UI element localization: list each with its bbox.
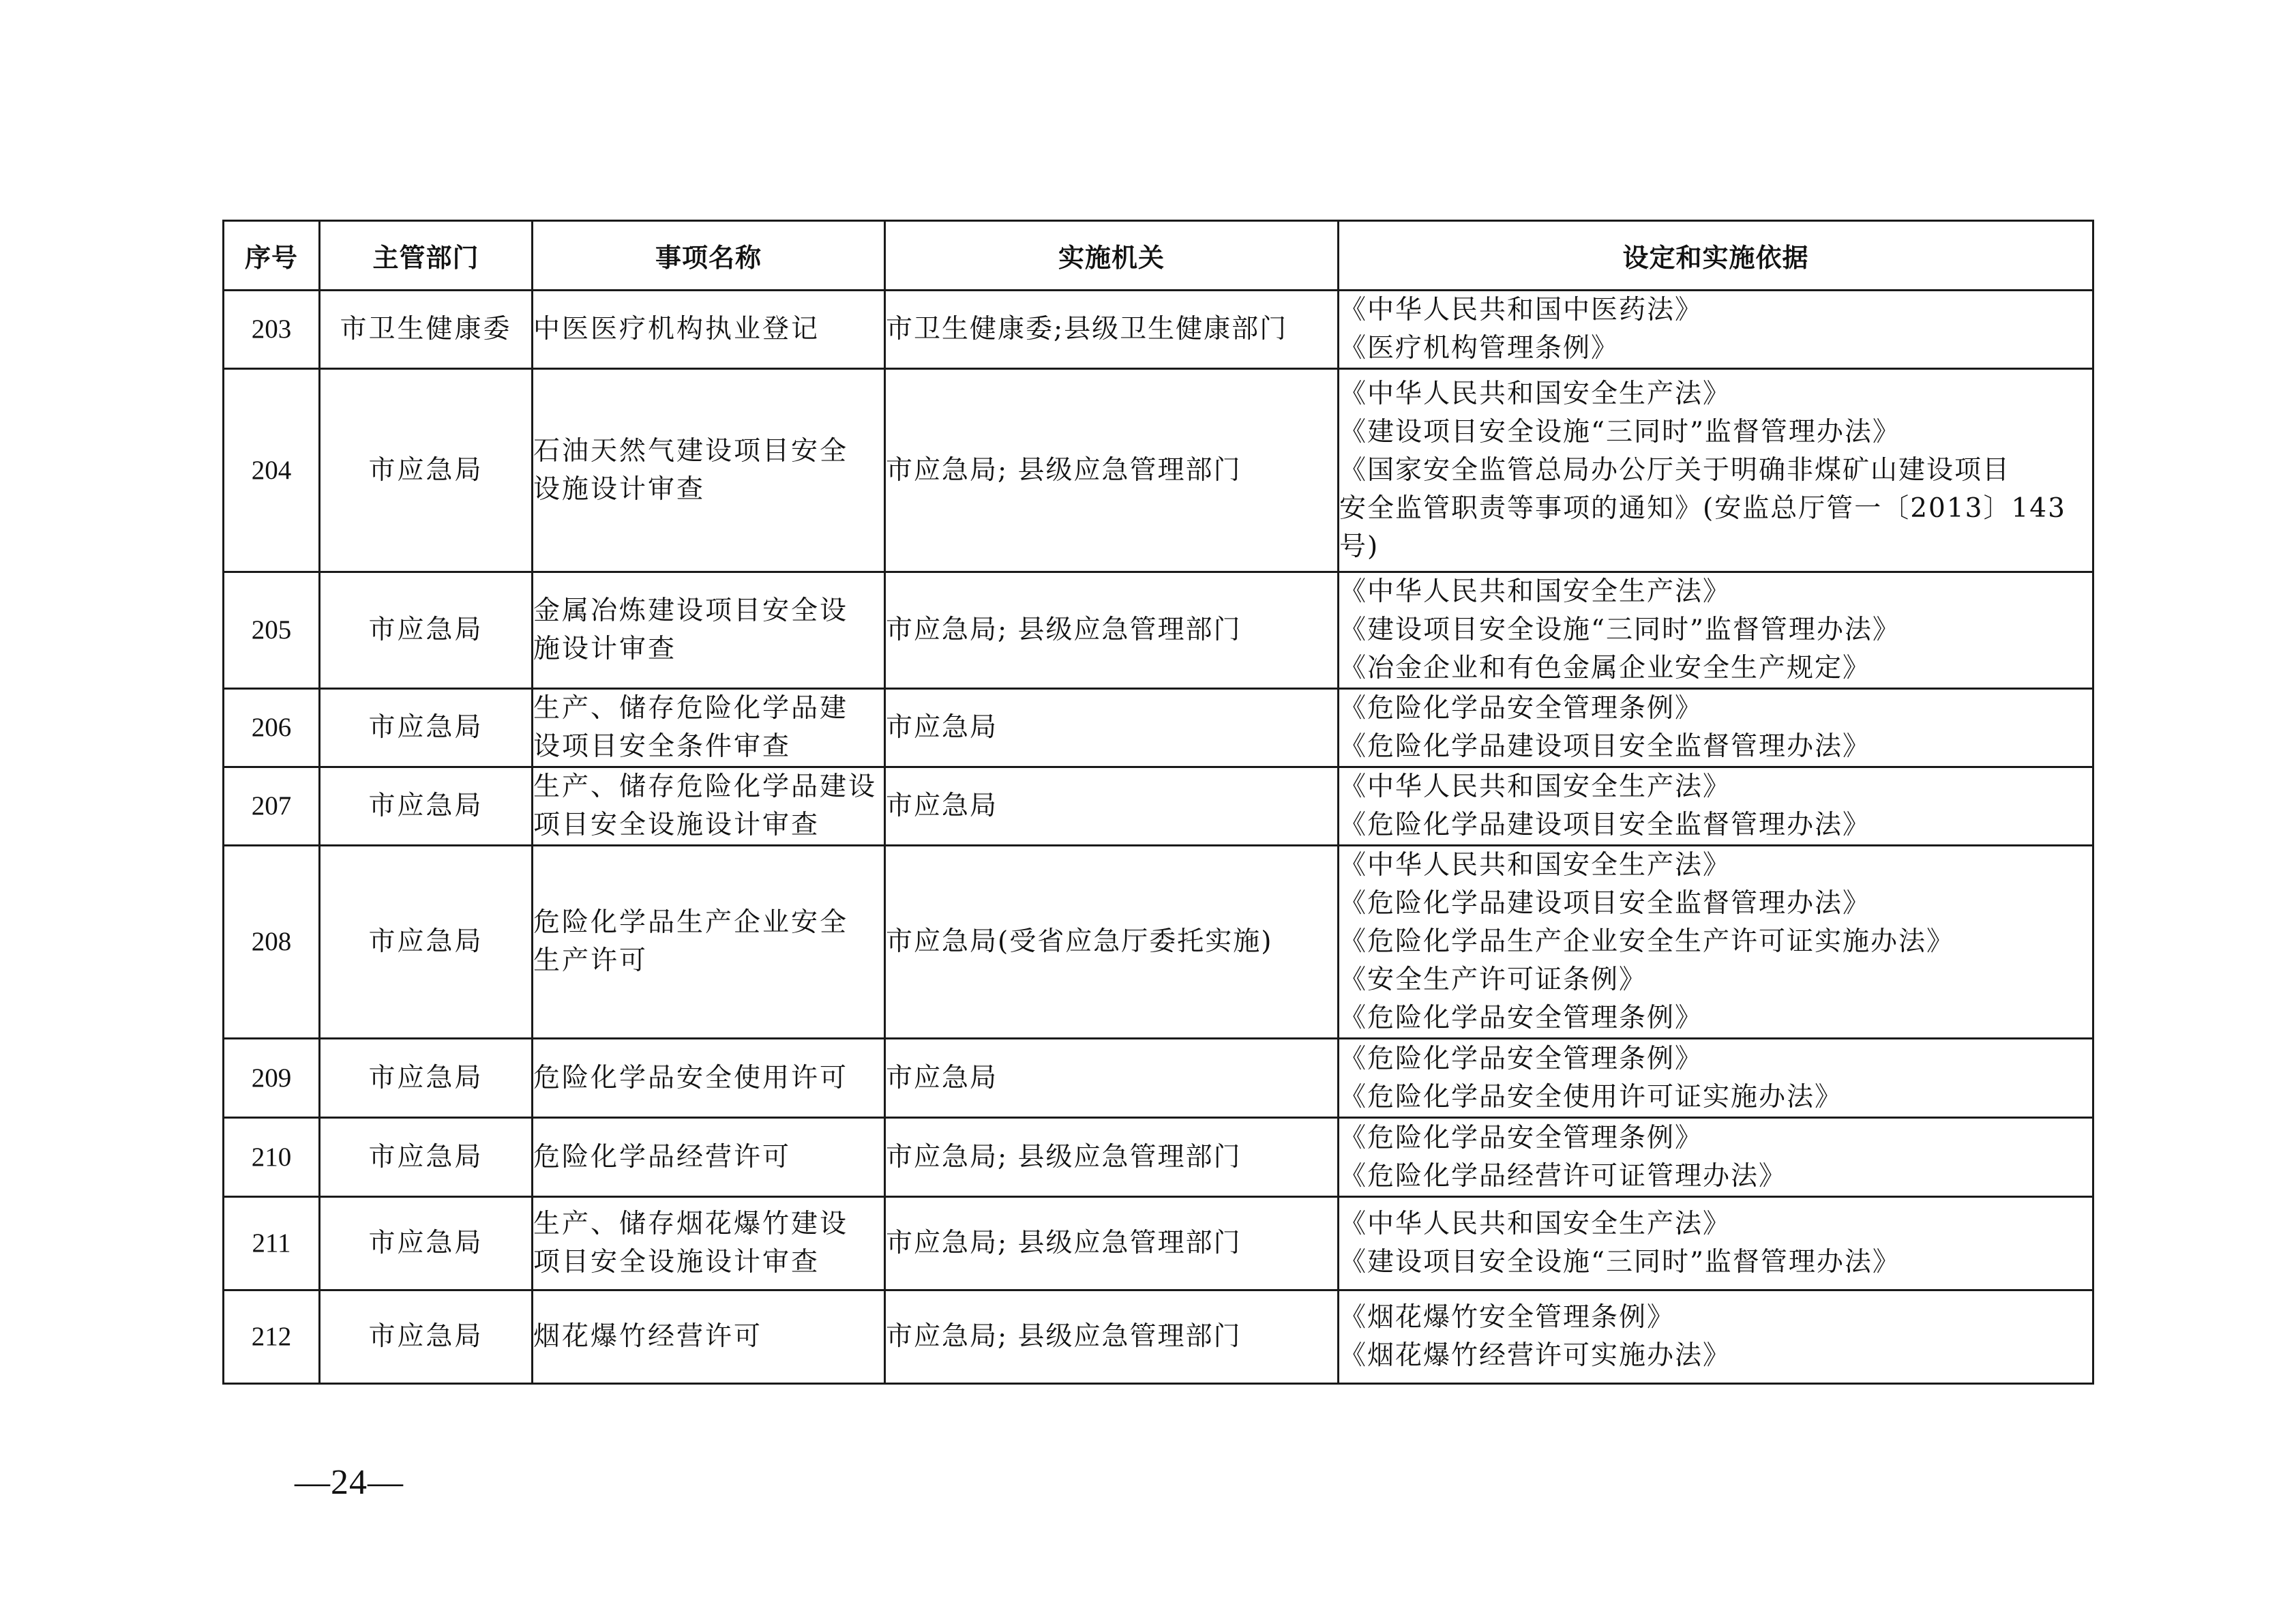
cell-serial-number: 207	[224, 767, 320, 846]
legal-basis-line: 《危险化学品安全管理条例》	[1339, 693, 1703, 724]
legal-basis-line: 《危险化学品生产企业安全生产许可证实施办法》	[1339, 926, 1955, 957]
header-legal-basis: 设定和实施依据	[1339, 221, 2093, 291]
item-name-line: 危险化学品经营许可	[533, 1141, 792, 1172]
cell-item-name	[533, 1197, 885, 1290]
cell-item-name	[533, 689, 885, 767]
item-name-line: 项目安全设施设计审查	[533, 810, 820, 840]
legal-basis-line: 《危险化学品建设项目安全监督管理办法》	[1339, 731, 1871, 762]
legal-basis-line: 《烟花爆竹经营许可实施办法》	[1339, 1340, 1731, 1371]
legal-basis-line: 号)	[1339, 531, 1380, 562]
cell-serial-number: 210	[224, 1118, 320, 1197]
legal-basis-line: 《安全生产许可证条例》	[1339, 964, 1648, 995]
cell-serial-number: 205	[224, 572, 320, 689]
legal-basis-line: 《烟花爆竹安全管理条例》	[1339, 1302, 1675, 1333]
cell-implementing-agency: 市应急局; 县级应急管理部门	[885, 1290, 1339, 1384]
cell-legal-basis	[1339, 291, 2093, 369]
legal-basis-line: 《中华人民共和国安全生产法》	[1339, 1209, 1731, 1239]
table-row	[224, 572, 2093, 689]
cell-serial-number: 206	[224, 689, 320, 767]
cell-department: 市应急局	[320, 689, 533, 767]
cell-legal-basis	[1339, 1197, 2093, 1290]
item-name-line: 施设计审查	[533, 634, 677, 664]
cell-legal-basis	[1339, 767, 2093, 846]
cell-implementing-agency: 市应急局; 县级应急管理部门	[885, 1118, 1339, 1197]
header-serial-number: 序号	[224, 221, 320, 291]
legal-basis-line: 《建设项目安全设施“三同时”监督管理办法》	[1339, 416, 1900, 447]
cell-item-name	[533, 767, 885, 846]
legal-basis-line: 《危险化学品建设项目安全监督管理办法》	[1339, 810, 1871, 840]
cell-item-name	[533, 572, 885, 689]
cell-legal-basis	[1339, 369, 2093, 572]
cell-legal-basis	[1339, 1118, 2093, 1197]
cell-department: 市应急局	[320, 572, 533, 689]
legal-basis-line: 《中华人民共和国中医药法》	[1339, 295, 1703, 325]
cell-implementing-agency: 市应急局	[885, 689, 1339, 767]
item-name-line: 生产、储存危险化学品建设	[533, 771, 878, 802]
cell-item-name	[533, 1118, 885, 1197]
legal-basis-line: 《危险化学品安全管理条例》	[1339, 1043, 1703, 1074]
cell-department: 市应急局	[320, 1197, 533, 1290]
table-header	[224, 221, 2093, 291]
legal-basis-line: 《建设项目安全设施“三同时”监督管理办法》	[1339, 615, 1900, 645]
cell-serial-number: 211	[224, 1197, 320, 1290]
cell-implementing-agency: 市卫生健康委;县级卫生健康部门	[885, 291, 1339, 369]
item-name-line: 石油天然气建设项目安全	[533, 435, 849, 467]
cell-department: 市卫生健康委	[320, 291, 533, 369]
table-row	[224, 1290, 2093, 1384]
legal-basis-line: 《建设项目安全设施“三同时”监督管理办法》	[1339, 1247, 1900, 1278]
cell-department: 市应急局	[320, 767, 533, 846]
table-row	[224, 1197, 2093, 1290]
item-name-line: 生产许可	[533, 945, 648, 976]
cell-implementing-agency: 市应急局; 县级应急管理部门	[885, 369, 1339, 572]
item-name-line: 中医医疗机构执业登记	[533, 314, 820, 344]
item-name-line: 危险化学品生产企业安全	[533, 907, 849, 938]
cell-item-name	[533, 1290, 885, 1384]
cell-legal-basis	[1339, 572, 2093, 689]
cell-department: 市应急局	[320, 369, 533, 572]
legal-basis-line: 安全监管职责等事项的通知》(安监总厅管一〔2013〕143	[1339, 492, 2066, 524]
legal-basis-line: 《中华人民共和国安全生产法》	[1339, 576, 1731, 607]
cell-department: 市应急局	[320, 1118, 533, 1197]
cell-serial-number: 208	[224, 846, 320, 1039]
item-name-line: 项目安全设施设计审查	[533, 1247, 820, 1278]
table-row	[224, 846, 2093, 1039]
table-row	[224, 767, 2093, 846]
table-row	[224, 369, 2093, 572]
legal-basis-line: 《危险化学品建设项目安全监督管理办法》	[1339, 888, 1871, 919]
legal-basis-line: 《危险化学品安全管理条例》	[1339, 1122, 1703, 1153]
cell-department: 市应急局	[320, 1290, 533, 1384]
legal-basis-line: 《医疗机构管理条例》	[1339, 333, 1620, 364]
legal-basis-line: 《危险化学品安全使用许可证实施办法》	[1339, 1081, 1843, 1112]
cell-item-name	[533, 291, 885, 369]
table-row	[224, 1118, 2093, 1197]
item-name-line: 烟花爆竹经营许可	[533, 1321, 763, 1352]
header-department: 主管部门	[320, 221, 533, 291]
cell-implementing-agency: 市应急局; 县级应急管理部门	[885, 572, 1339, 689]
item-name-line: 生产、储存危险化学品建	[533, 693, 849, 724]
header-item-name: 事项名称	[533, 221, 885, 291]
item-name-line: 金属冶炼建设项目安全设	[533, 595, 849, 626]
cell-implementing-agency: 市应急局; 县级应急管理部门	[885, 1197, 1339, 1290]
cell-serial-number: 212	[224, 1290, 320, 1384]
header-implementing-agency: 实施机关	[885, 221, 1339, 291]
cell-department: 市应急局	[320, 846, 533, 1039]
cell-serial-number: 209	[224, 1039, 320, 1118]
cell-legal-basis	[1339, 1290, 2093, 1384]
legal-basis-line: 《中华人民共和国安全生产法》	[1339, 771, 1731, 802]
cell-implementing-agency: 市应急局(受省应急厅委托实施)	[885, 846, 1339, 1039]
cell-serial-number: 203	[224, 291, 320, 369]
item-name-line: 生产、储存烟花爆竹建设	[533, 1209, 849, 1239]
cell-serial-number: 204	[224, 369, 320, 572]
administrative-items-table	[222, 220, 2094, 1385]
table-row	[224, 291, 2093, 369]
page-number: —24—	[295, 1463, 404, 1502]
table-row	[224, 1039, 2093, 1118]
legal-basis-line: 《国家安全监管总局办公厅关于明确非煤矿山建设项目	[1339, 454, 2011, 486]
legal-basis-line: 《中华人民共和国安全生产法》	[1339, 378, 1731, 409]
table-row	[224, 689, 2093, 767]
table-body	[224, 291, 2093, 1384]
cell-implementing-agency: 市应急局	[885, 767, 1339, 846]
cell-legal-basis	[1339, 689, 2093, 767]
cell-item-name	[533, 846, 885, 1039]
item-name-line: 设项目安全条件审查	[533, 731, 792, 762]
cell-item-name	[533, 1039, 885, 1118]
cell-department: 市应急局	[320, 1039, 533, 1118]
item-name-line: 危险化学品安全使用许可	[533, 1062, 849, 1093]
legal-basis-line: 《冶金企业和有色金属企业安全生产规定》	[1339, 653, 1871, 683]
cell-item-name	[533, 369, 885, 572]
cell-legal-basis	[1339, 1039, 2093, 1118]
legal-basis-line: 《危险化学品经营许可证管理办法》	[1339, 1160, 1787, 1192]
legal-basis-line: 《中华人民共和国安全生产法》	[1339, 850, 1731, 881]
cell-legal-basis	[1339, 846, 2093, 1039]
item-name-line: 设施设计审查	[533, 473, 706, 505]
cell-implementing-agency: 市应急局	[885, 1039, 1339, 1118]
header-row	[224, 221, 2093, 291]
legal-basis-line: 《危险化学品安全管理条例》	[1339, 1003, 1703, 1033]
